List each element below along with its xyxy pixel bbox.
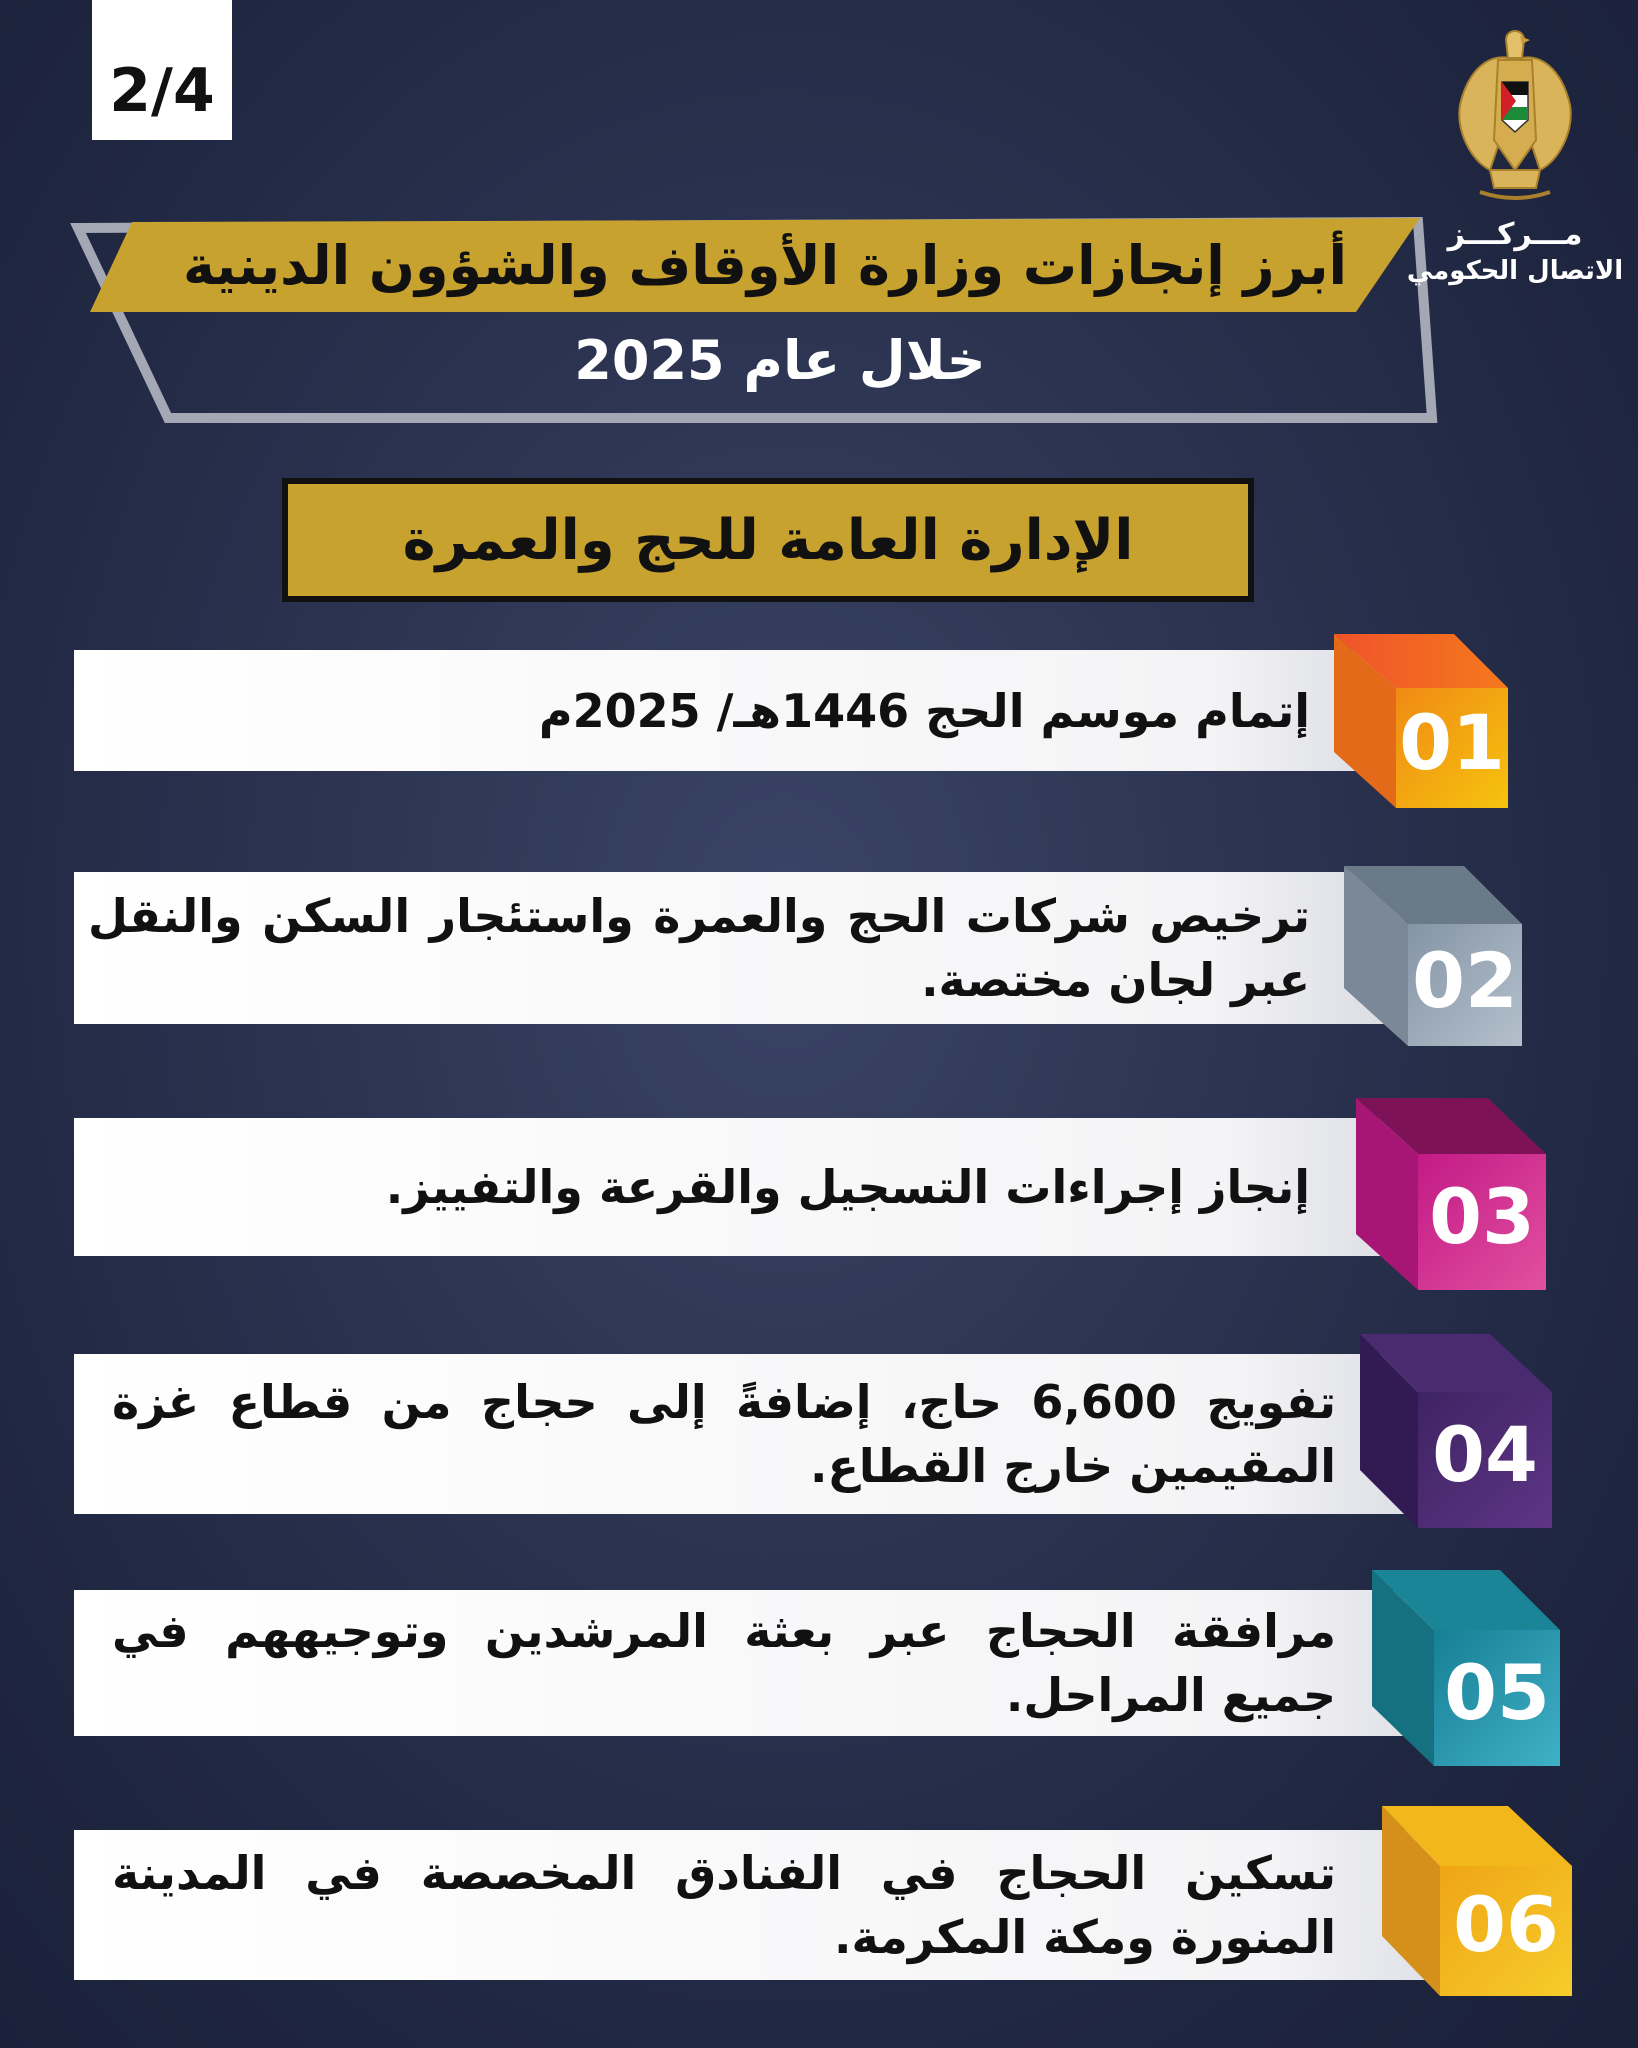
item-number: 02	[1412, 936, 1518, 1025]
item-text: مرافقة الحجاج عبر بعثة المرشدين وتوجيههم في جميع المراحل.	[112, 1604, 1336, 1722]
list-item	[112, 1590, 1336, 1736]
government-communication-logo	[1400, 20, 1630, 320]
list-item	[88, 872, 1310, 1024]
list-item	[470, 650, 1310, 771]
item-text: تفويج 6,600 حاج، إضافةً إلى حجاج من قطاع غزة المقيمين خارج القطاع.	[112, 1375, 1336, 1493]
item-text: ترخيص شركات الحج والعمرة واستئجار السكن والنقل عبر لجان مختصة.	[88, 889, 1310, 1007]
page-title: أبرز إنجازات وزارة الأوقاف والشؤون الدينية	[183, 233, 1347, 297]
item-number: 04	[1432, 1410, 1538, 1499]
item-number: 01	[1399, 698, 1505, 787]
page-subtitle: خلال عام 2025	[574, 328, 986, 392]
page-indicator: 2/4	[92, 0, 232, 140]
logo-text-line1: مـــركـــز	[1447, 217, 1583, 252]
eagle-emblem-icon	[1450, 20, 1580, 210]
item-text: إنجاز إجراءات التسجيل والقرعة والتفييز.	[385, 1160, 1310, 1214]
logo-text-line2: الاتصال الحكومي	[1406, 256, 1624, 286]
section-heading: الإدارة العامة للحج والعمرة	[282, 478, 1254, 602]
list-item	[380, 1118, 1310, 1256]
list-item	[112, 1354, 1336, 1514]
item-text: إتمام موسم الحج 1446هـ/ 2025م	[538, 683, 1310, 738]
item-text: تسكين الحجاج في الفنادق المخصصة في المدينة المنورة ومكة المكرمة.	[112, 1846, 1336, 1964]
item-number: 03	[1429, 1172, 1535, 1261]
item-number: 06	[1453, 1880, 1559, 1969]
list-item	[112, 1830, 1336, 1980]
item-number: 05	[1444, 1648, 1550, 1737]
